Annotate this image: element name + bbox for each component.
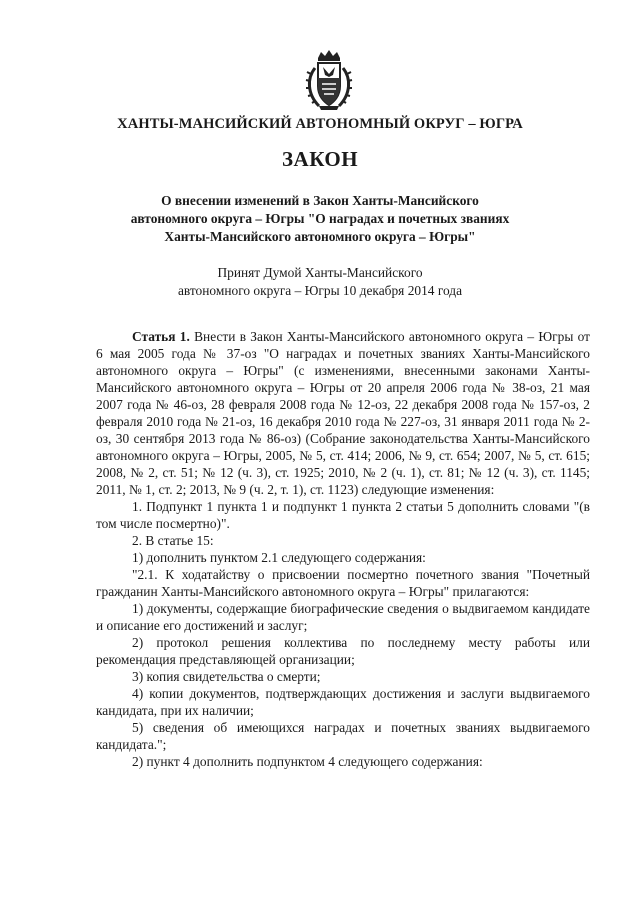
document-title-line: Ханты-Мансийского автономного округа – Югры" (164, 229, 476, 244)
body-paragraph: 4) копии документов, подтверждающих достижения и заслуги выдвигаемого кандидата, при их наличии; (96, 686, 590, 718)
adoption-note-line: автономного округа – Югры 10 декабря 2014 года (177, 283, 463, 298)
coat-of-arms-emblem (301, 48, 357, 112)
adoption-note (0, 264, 640, 300)
article-text: Внести в Закон Ханты-Мансийского автономного округа – Югры от 6 мая 2005 года № 37-оз "О наградах и почетных званиях Ханты-Мансийского автономного округа – Югры" (с изменениями, внесенными законами Ханты-Мансийского автономного округа – Югры от 20 апреля 2006 года № 38-оз, 21 мая 2007 года № 46-оз, 28 февраля 2008 года № 12-оз, 22 декабря 2008 года № 157-оз, 2 февраля 2010 года № 21-оз, 16 декабря 2010 года № 227-оз, 31 января 2011 года № 2-оз, 30 сентября 2013 года № 86-оз) (Собрание законодательства Ханты-Мансийского автономного округа – Югры, 2005, № 5, ст. 414; 2006, № 9, ст. 654; 2007, № 5, ст. 615; 2008, № 2, ст. 51; № 12 (ч. 3), ст. 1925; 2010, № 2 (ч. 1), ст. 81; № 12 (ч. 3), ст. 1145; 2011, № 1, ст. 2; 2013, № 9 (ч. 2, т. 1), ст. 1123) следующие изменения: (96, 329, 590, 497)
body-paragraph: 3) копия свидетельства о смерти; (132, 669, 321, 684)
body-paragraph: 1) дополнить пунктом 2.1 следующего содержания: (132, 550, 426, 565)
article-label: Статья 1. (132, 329, 190, 344)
body-paragraph: 1) документы, содержащие биографические сведения о выдвигаемом кандидате и описание его достижений и заслуг; (96, 601, 590, 633)
body-paragraph: 1. Подпункт 1 пункта 1 и подпункт 1 пункта 2 статьи 5 дополнить словами "(в том числе посмертно)". (96, 499, 590, 531)
body-paragraph: "2.1. К ходатайству о присвоении посмертно почетного звания "Почетный гражданин Ханты-Мансийского автономного округа – Югры" прилагаются: (96, 567, 590, 599)
region-heading: ХАНТЫ-МАНСИЙСКИЙ АВТОНОМНЫЙ ОКРУГ – ЮГРА (117, 116, 523, 132)
body-paragraph: 2) протокол решения коллектива по последнему месту работы или рекомендация представляющей организации; (96, 635, 590, 667)
article-1-paragraph (96, 328, 590, 498)
body-paragraph: 2) пункт 4 дополнить подпунктом 4 следующего содержания: (132, 754, 483, 769)
law-body (96, 328, 590, 770)
document-title (0, 192, 640, 246)
adoption-note-line: Принят Думой Ханты-Мансийского (217, 265, 423, 280)
body-paragraph: 2. В статье 15: (132, 533, 214, 548)
body-paragraph: 5) сведения об имеющихся наградах и почетных званиях выдвигаемого кандидата."; (96, 720, 590, 752)
document-title-line: автономного округа – Югры "О наградах и почетных званиях (130, 211, 510, 226)
document-type-heading: ЗАКОН (281, 147, 359, 171)
document-title-line: О внесении изменений в Закон Ханты-Мансийского (161, 193, 479, 208)
